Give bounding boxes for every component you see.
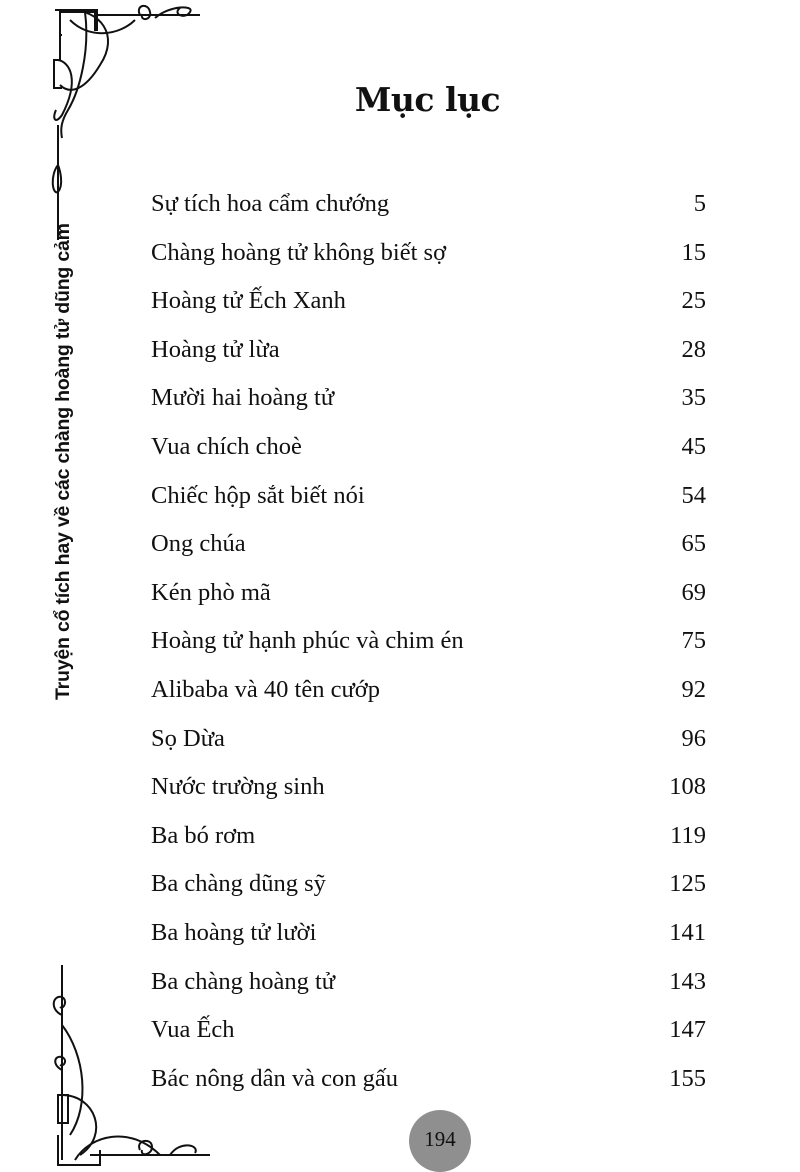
- page-title: Mục lục: [354, 80, 501, 119]
- toc-entry-page: 5: [693, 190, 706, 217]
- table-of-contents: [151, 190, 706, 1113]
- toc-entry-page: 69: [681, 578, 706, 606]
- toc-entry-title: Hoàng tử hạnh phúc và chim én: [151, 627, 464, 655]
- toc-entry-page: 155: [669, 1064, 706, 1092]
- toc-entry-title: Hoàng tử lừa: [151, 335, 280, 363]
- toc-entry-page: 92: [681, 675, 706, 703]
- toc-entry-page: 108: [669, 773, 706, 801]
- toc-entry[interactable]: [151, 919, 706, 968]
- toc-entry-title: Ba hoàng tử lười: [151, 918, 317, 946]
- toc-entry-title: Vua Ếch: [151, 1016, 235, 1044]
- toc-entry-page: 45: [681, 432, 706, 460]
- toc-entry-title: Mười hai hoàng tử: [151, 384, 335, 412]
- toc-entry-title: Nước trường sinh: [151, 773, 325, 801]
- toc-entry[interactable]: [151, 239, 706, 288]
- toc-entry-page: 75: [681, 627, 706, 655]
- toc-entry[interactable]: [151, 287, 706, 336]
- toc-entry-page: 35: [681, 384, 706, 412]
- toc-entry-title: Bác nông dân và con gấu: [151, 1064, 398, 1092]
- toc-entry[interactable]: [151, 190, 706, 239]
- toc-entry-title: Chàng hoàng tử không biết sợ: [151, 238, 447, 266]
- toc-entry-page: 28: [681, 335, 706, 363]
- toc-entry-page: 25: [681, 287, 706, 315]
- toc-entry-title: Kén phò mã: [151, 578, 271, 606]
- toc-entry[interactable]: [151, 627, 706, 676]
- toc-entry-page: 147: [669, 1016, 706, 1044]
- toc-entry[interactable]: [151, 530, 706, 579]
- toc-entry[interactable]: [151, 336, 706, 385]
- toc-entry-title: Ba bó rơm: [151, 821, 256, 849]
- toc-entry[interactable]: [151, 579, 706, 628]
- toc-entry-title: Ong chúa: [151, 530, 246, 558]
- toc-entry-title: Chiếc hộp sắt biết nói: [151, 481, 365, 509]
- toc-entry[interactable]: [151, 433, 706, 482]
- toc-entry-page: 96: [681, 724, 706, 752]
- toc-entry-page: 141: [669, 918, 706, 946]
- toc-entry-title: Hoàng tử Ếch Xanh: [151, 287, 346, 315]
- toc-entry[interactable]: [151, 773, 706, 822]
- toc-entry-page: 119: [670, 821, 706, 849]
- page-number-badge: 194: [409, 1110, 471, 1172]
- toc-entry-page: 65: [681, 530, 706, 558]
- spine-title: Truyện cổ tích hay về các chàng hoàng tử dũng cảm: [52, 223, 74, 700]
- toc-entry-page: 54: [681, 481, 706, 509]
- toc-entry[interactable]: [151, 676, 706, 725]
- toc-entry[interactable]: [151, 822, 706, 871]
- toc-entry[interactable]: [151, 1016, 706, 1065]
- toc-entry-title: Sọ Dừa: [151, 724, 225, 752]
- toc-entry-title: Ba chàng dũng sỹ: [151, 870, 326, 898]
- toc-entry[interactable]: [151, 725, 706, 774]
- toc-entry[interactable]: [151, 384, 706, 433]
- toc-entry-title: Vua chích choè: [151, 432, 302, 460]
- toc-entry-title: Sự tích hoa cẩm chướng: [151, 190, 390, 217]
- toc-entry-page: 125: [669, 870, 706, 898]
- toc-entry-title: Ba chàng hoàng tử: [151, 967, 336, 995]
- toc-entry-page: 15: [681, 238, 706, 266]
- toc-entry[interactable]: [151, 1065, 706, 1114]
- toc-entry[interactable]: [151, 870, 706, 919]
- toc-entry-title: Alibaba và 40 tên cướp: [151, 675, 380, 703]
- toc-entry[interactable]: [151, 482, 706, 531]
- toc-entry[interactable]: [151, 968, 706, 1017]
- toc-entry-page: 143: [669, 967, 706, 995]
